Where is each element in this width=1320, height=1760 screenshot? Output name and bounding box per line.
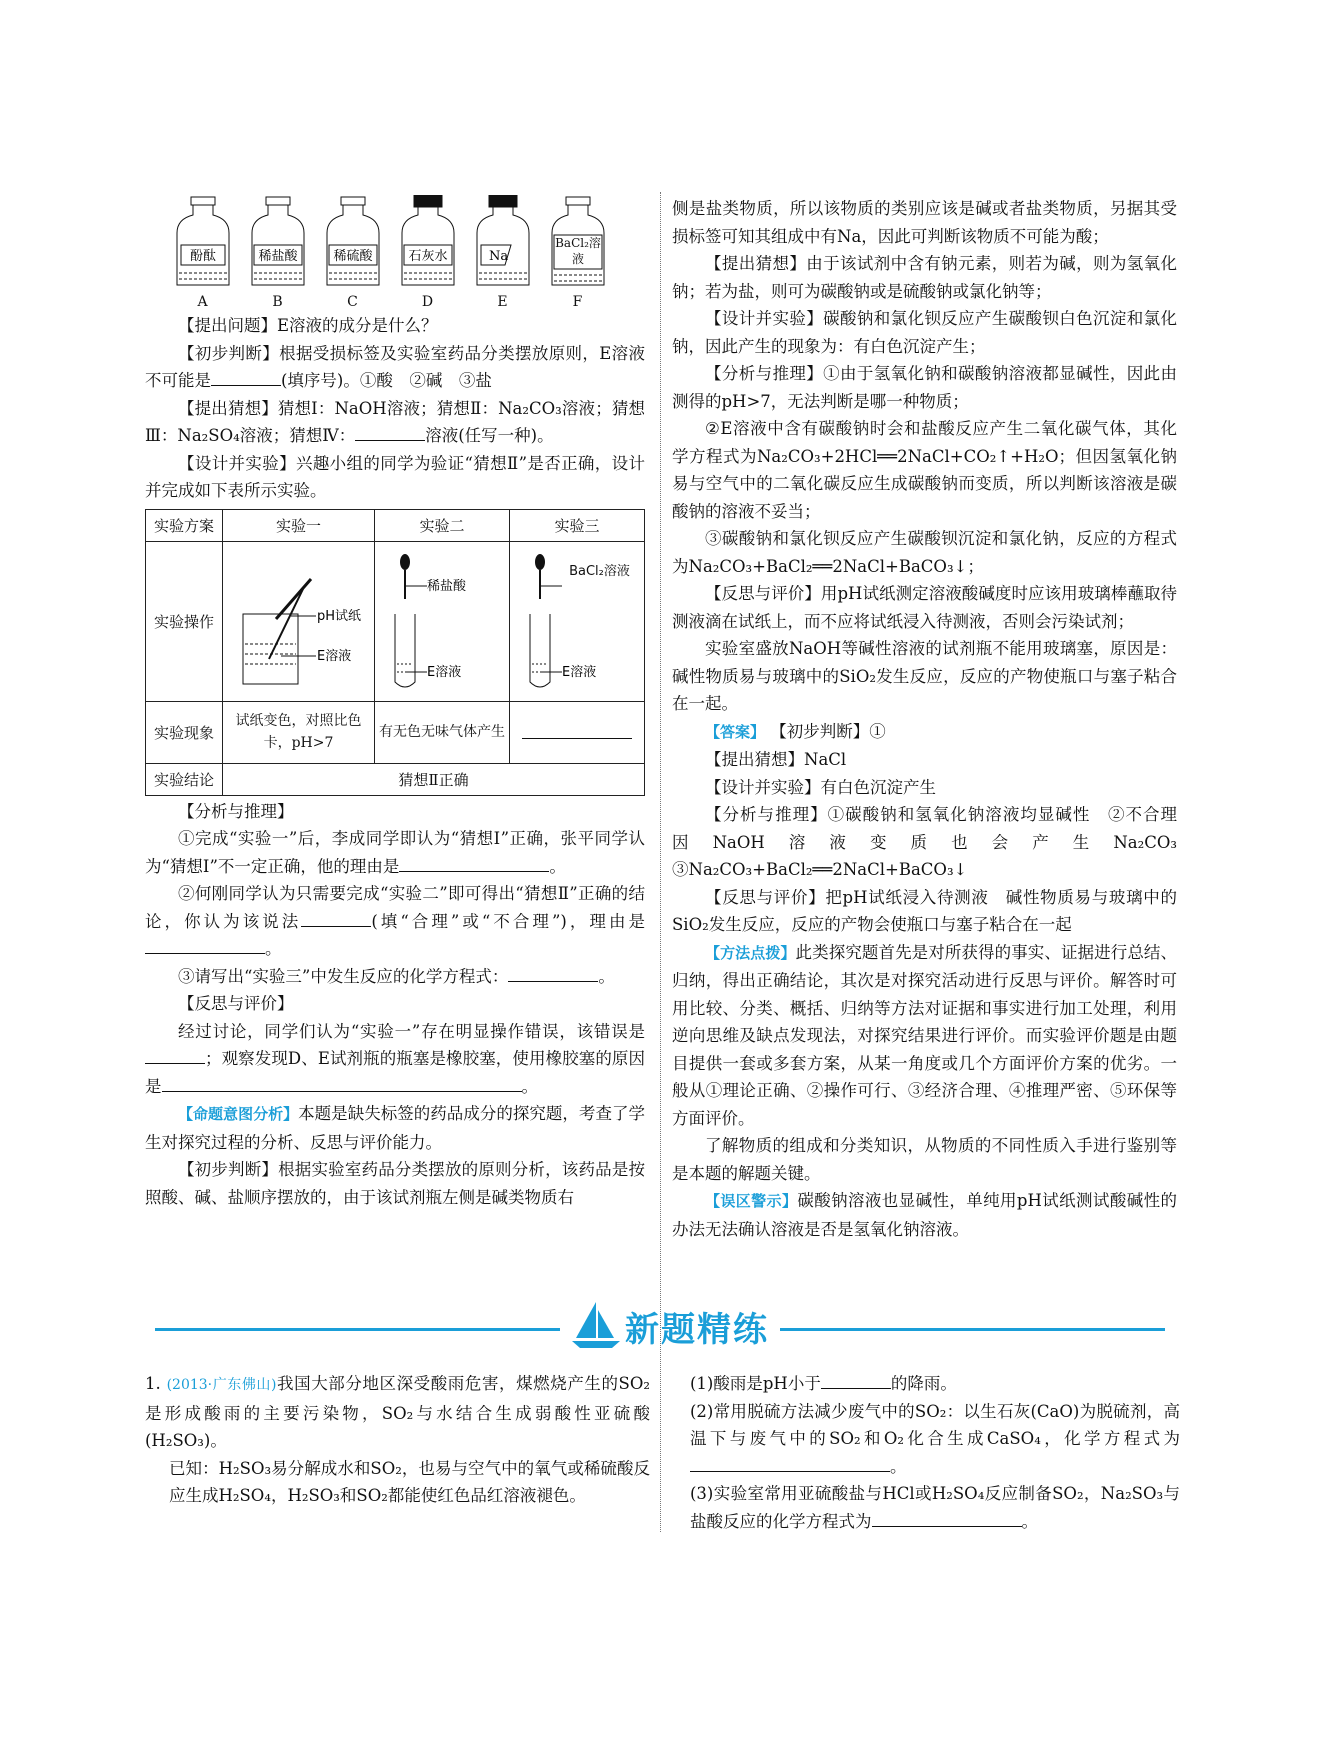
bottle-icon xyxy=(323,195,383,290)
sub-question xyxy=(690,1370,1180,1398)
bottle-f xyxy=(545,195,610,310)
answer-blank[interactable] xyxy=(145,937,265,954)
answer-blank[interactable] xyxy=(821,1372,891,1389)
method-text xyxy=(672,939,1177,1133)
answer-blank[interactable] xyxy=(522,722,632,739)
bottle-letter: D xyxy=(421,294,434,310)
analysis-text: 侧是盐类物质，所以该物质的类别应该是碱或者盐类物质，另据其受损标签可知其组成中有Na，因此可判断该物质不可能为酸； xyxy=(672,199,1177,246)
bottle-letter: E xyxy=(497,294,508,310)
text-span: (填序号)。①酸 ②碱 ③盐 xyxy=(281,371,492,390)
bottle-icon xyxy=(548,195,608,290)
analysis-text: ②E溶液中含有碳酸钠时会和盐酸反应产生二氧化碳气体，其化学方程式为Na₂CO₃+2HCl══2NaCl+CO₂↑+H₂O；但因氢氧化钠易与空气中的二氧化碳反应生成碳酸钠而变质，所以判断该溶液是碳酸钠的溶液不妥当； xyxy=(672,419,1177,521)
table-header: 实验二 xyxy=(375,509,510,541)
e-solution-label: E溶液 xyxy=(317,649,352,664)
bottle-label: 稀盐酸 xyxy=(257,249,298,264)
row-label: 实验结论 xyxy=(146,763,223,795)
answer-text: 【设计并实验】有白色沉淀产生 xyxy=(705,777,936,797)
analysis-text: 【初步判断】根据实验室药品分类摆放的原则分析，该药品是按照酸、碱、盐顺序摆放的，由于该试剂瓶左侧是碱类物质右 xyxy=(145,1160,645,1207)
question-number: 1. xyxy=(145,1374,161,1393)
bottle-label: 稀硫酸 xyxy=(332,249,373,264)
observation-1: 试纸变色，对照比色卡，pH>7 xyxy=(223,701,375,763)
text-span: 本题是缺失标签的药品成分的探究题，考查了学生对探究过程的分析、反思与评价能力。 xyxy=(145,1104,645,1152)
answer-blank[interactable] xyxy=(162,1075,522,1092)
warning-tag: 【误区警示】 xyxy=(705,1192,798,1210)
text-span: 我国大部分地区深受酸雨危害，煤燃烧产生的SO₂是形成酸雨的主要污染物，SO₂与水结合生成弱酸性亚硫酸(H₂SO₃)。 xyxy=(145,1374,650,1450)
experiment-table xyxy=(145,509,645,796)
conclusion-cell: 猜想Ⅱ正确 xyxy=(223,763,645,795)
section-heading: 【反思与评价】 xyxy=(178,994,294,1013)
section-title: 新题精练 xyxy=(625,1310,769,1350)
question-text: 【提出问题】E溶液的成分是什么？ xyxy=(178,316,438,335)
text-span: 的降雨。 xyxy=(890,1374,957,1393)
bottle-label: 酚酞 xyxy=(189,249,216,264)
observation-2: 有无色无味气体产生 xyxy=(375,701,510,763)
practice-question-left xyxy=(145,1370,650,1510)
bottle-icon xyxy=(248,195,308,290)
text-span: 溶液(任写一种)。 xyxy=(425,426,554,445)
bottle-c xyxy=(320,195,385,310)
text-span: ②何刚同学认为只需要完成“实验二”即可得出“猜想Ⅱ”正确的结论，你认为该说法 xyxy=(145,884,645,931)
bottle-letter: C xyxy=(347,294,358,310)
e-solution-label: E溶液 xyxy=(562,665,597,680)
text-span: ①完成“实验一”后，李成同学即认为“猜想Ⅰ”正确，张平同学认为“猜想Ⅰ”不一定正确，他的理由是 xyxy=(145,829,645,876)
text-span: ；观察发现D、E试剂瓶的瓶塞是橡胶塞，使用橡胶塞的原因是 xyxy=(145,1049,645,1096)
analysis-text: ③碳酸钠和氯化钡反应产生碳酸钡沉淀和氯化钠，反应的方程式为Na₂CO₃+BaCl₂══2NaCl+BaCO₃↓； xyxy=(672,529,1177,576)
analysis-text: 【反思与评价】用pH试纸测定溶液酸碱度时应该用玻璃棒蘸取待测液滴在试纸上，而不应将试纸浸入待测液，否则会污染试剂； xyxy=(672,584,1177,631)
answer-text: 【反思与评价】把pH试纸浸入待测液 碱性物质易与玻璃中的SiO₂发生反应，反应的产物会使瓶口与塞子粘合在一起 xyxy=(672,887,1177,934)
text-span: (3)实验室常用亚硫酸盐与HCl或H₂SO₄反应制备SO₂，Na₂SO₃与盐酸反应的化学方程式为 xyxy=(690,1484,1180,1531)
row-label: 实验操作 xyxy=(146,541,223,701)
answer-blank[interactable] xyxy=(508,965,598,982)
bottle-letter: F xyxy=(572,294,583,310)
table-header: 实验三 xyxy=(510,509,645,541)
bottle-label: 石灰水 xyxy=(407,249,448,264)
answer-text xyxy=(672,718,1177,747)
analysis-text: 【设计并实验】碳酸钠和氯化钡反应产生碳酸钡白色沉淀和氯化钠，因此产生的现象为：有白色沉淀产生； xyxy=(672,309,1177,356)
table-header: 实验方案 xyxy=(146,509,223,541)
observation-3-blank[interactable] xyxy=(510,701,645,763)
bottle-label: Na xyxy=(488,249,508,264)
reagent-bottles xyxy=(170,195,645,310)
bottle-b xyxy=(245,195,310,310)
table-header: 实验一 xyxy=(223,509,375,541)
sub-question: (2)常用脱硫方法减少废气中的SO₂：以生石灰(CaO)为脱硫剂，高温下与废气中的SO₂和O₂化合生成CaSO₄，化学方程式为。 xyxy=(690,1401,1180,1476)
practice-question-right xyxy=(690,1370,1180,1535)
bottle-icon xyxy=(398,195,458,290)
text-span: 碳酸钠溶液也显碱性，单纯用pH试纸测试酸碱性的办法无法确认溶液是否是氢氧化钠溶液。 xyxy=(672,1191,1177,1239)
banner-line-right xyxy=(780,1328,1165,1331)
answer-tag: 【答案】 xyxy=(705,722,766,741)
analysis-text: 实验室盛放NaOH等碱性溶液的试剂瓶不能用玻璃塞，原因是：碱性物质易与玻璃中的SiO₂发生反应，反应的产物使瓶口与塞子粘合在一起。 xyxy=(672,639,1177,713)
bottle-icon xyxy=(173,195,233,290)
analysis-text: 【分析与推理】①由于氢氧化钠和碳酸钠溶液都显碱性，因此由测得的pH>7，无法判断是哪一种物质； xyxy=(672,364,1177,411)
test-tube-icon xyxy=(377,544,507,694)
bottle-letter: B xyxy=(272,294,283,310)
banner-line-left xyxy=(155,1328,560,1331)
bottle-d xyxy=(395,195,460,310)
experiment-1-diagram xyxy=(223,541,375,701)
text-span: 此类探究题首先是对所获得的事实、证据进行总结、归纳，得出正确结论，其次是对探究活动进行反思与评价。解答时可用比较、分类、概括、归纳等方法对证据和事实进行加工处理，利用逆向思维及缺点发现法，对探究结果进行评价。而实验评价题是由题目提供一套或多套方案，从某一角度或几个方面评价方案的优劣。一般从①理论正确、②操作可行、③经济合理、④推理严密、⑤环保等方面评价。 xyxy=(672,942,1177,1128)
text-span: ③请写出“实验三”中发生反应的化学方程式： xyxy=(178,966,509,986)
question-text: ①完成“实验一”后，李成同学即认为“猜想Ⅰ”正确，张平同学认为“猜想Ⅰ”不一定正确，他的理由是 。 xyxy=(145,829,645,876)
text-span: 经过讨论，同学们认为“实验一”存在明显操作错误，该错误是 xyxy=(178,1021,645,1041)
text-span: (1)酸雨是pH小于 xyxy=(690,1374,821,1393)
warning-text xyxy=(672,1187,1177,1243)
question-text: 【设计并实验】兴趣小组的同学为验证“猜想Ⅱ”是否正确，设计并完成如下表所示实验。 xyxy=(145,453,645,500)
question-text xyxy=(145,395,645,450)
text-span: (2)常用脱硫方法减少废气中的SO₂：以生石灰(CaO)为脱硫剂，高温下与废气中的SO₂和O₂化合生成CaSO₄，化学方程式为 xyxy=(690,1401,1180,1448)
left-column xyxy=(145,195,645,1211)
sailboat-icon xyxy=(570,1300,622,1350)
bottle-letter: A xyxy=(197,294,208,310)
hcl-label: 稀盐酸 xyxy=(427,579,467,594)
answer-blank[interactable] xyxy=(872,1510,1022,1527)
text-span: 【提出猜想】猜想Ⅰ：NaOH溶液；猜想Ⅱ：Na₂CO₃溶液；猜想Ⅲ：Na₂SO₄溶液；猜想Ⅳ： xyxy=(145,398,645,445)
sub-question: (3)实验室常用亚硫酸盐与HCl或H₂SO₄反应制备SO₂，Na₂SO₃与盐酸反应的化学方程式为 。 xyxy=(690,1484,1180,1531)
bottle-e xyxy=(470,195,535,310)
answer-blank[interactable] xyxy=(145,1047,205,1064)
beaker-icon xyxy=(231,544,366,694)
text-span: 【初步判断】① xyxy=(770,721,886,741)
e-solution-label: E溶液 xyxy=(427,665,462,680)
experiment-2-diagram xyxy=(375,541,510,701)
test-tube-icon xyxy=(512,544,642,694)
answer-text: 【提出猜想】NaCl xyxy=(705,750,847,769)
question-text: ②何刚同学认为只需要完成“实验二”即可得出“猜想Ⅱ”正确的结论，你认为该说法 (填“合理”或“不合理”)，理由是。 xyxy=(145,884,645,958)
text-span: (填“合理”或“不合理”)，理由是 xyxy=(371,911,645,931)
analysis-text xyxy=(145,1100,645,1156)
analysis-text: 【提出猜想】由于该试剂中含有钠元素，则若为碱，则为氢氧化钠；若为盐，则可为碳酸钠或是硫酸钠或氯化钠等； xyxy=(672,254,1177,301)
right-column xyxy=(672,195,1194,1243)
method-tag: 【方法点拨】 xyxy=(705,943,796,962)
question-text: 经过讨论，同学们认为“实验一”存在明显操作错误，该错误是；观察发现D、E试剂瓶的瓶塞是橡胶塞，使用橡胶塞的原因是 。 xyxy=(145,1021,645,1096)
answer-blank[interactable] xyxy=(690,1455,890,1472)
section-banner xyxy=(155,1298,1165,1348)
section-heading: 【分析与推理】 xyxy=(178,801,294,821)
ph-paper-label: pH试纸 xyxy=(317,609,362,624)
question-source: (2013·广东佛山) xyxy=(166,1377,277,1393)
question-text: ③请写出“实验三”中发生反应的化学方程式： 。 xyxy=(178,966,615,986)
bottle-label: BaCl₂溶液 xyxy=(554,236,601,266)
row-label: 实验现象 xyxy=(146,701,223,763)
bottle-a xyxy=(170,195,235,310)
answer-blank[interactable] xyxy=(301,910,371,927)
bottle-icon xyxy=(473,195,533,290)
experiment-3-diagram xyxy=(510,541,645,701)
question-text xyxy=(145,1370,650,1455)
question-text: 已知：H₂SO₃易分解成水和SO₂，也易与空气中的氧气或稀硫酸反应生成H₂SO₄，H₂SO₃和SO₂都能使红色品红溶液褪色。 xyxy=(169,1458,650,1505)
question-text xyxy=(145,340,645,395)
answer-text: 【分析与推理】①碳酸钠和氢氧化钠溶液均显碱性 ②不合理 因NaOH溶液变质也会产生Na₂CO₃ ③Na₂CO₃+BaCl₂══2NaCl+BaCO₃↓ xyxy=(672,805,1194,879)
bacl2-label: BaCl₂溶液 xyxy=(569,564,630,579)
method-text: 了解物质的组成和分类知识，从物质的不同性质入手进行鉴别等是本题的解题关键。 xyxy=(672,1136,1177,1183)
text-span: 【初步判断】根据受损标签及实验室药品分类摆放原则，E溶液不可能是 xyxy=(145,343,645,390)
answer-blank[interactable] xyxy=(399,855,549,872)
answer-blank[interactable] xyxy=(211,369,281,386)
answer-blank[interactable] xyxy=(355,424,425,441)
intent-tag: 【命题意图分析】 xyxy=(178,1105,299,1123)
